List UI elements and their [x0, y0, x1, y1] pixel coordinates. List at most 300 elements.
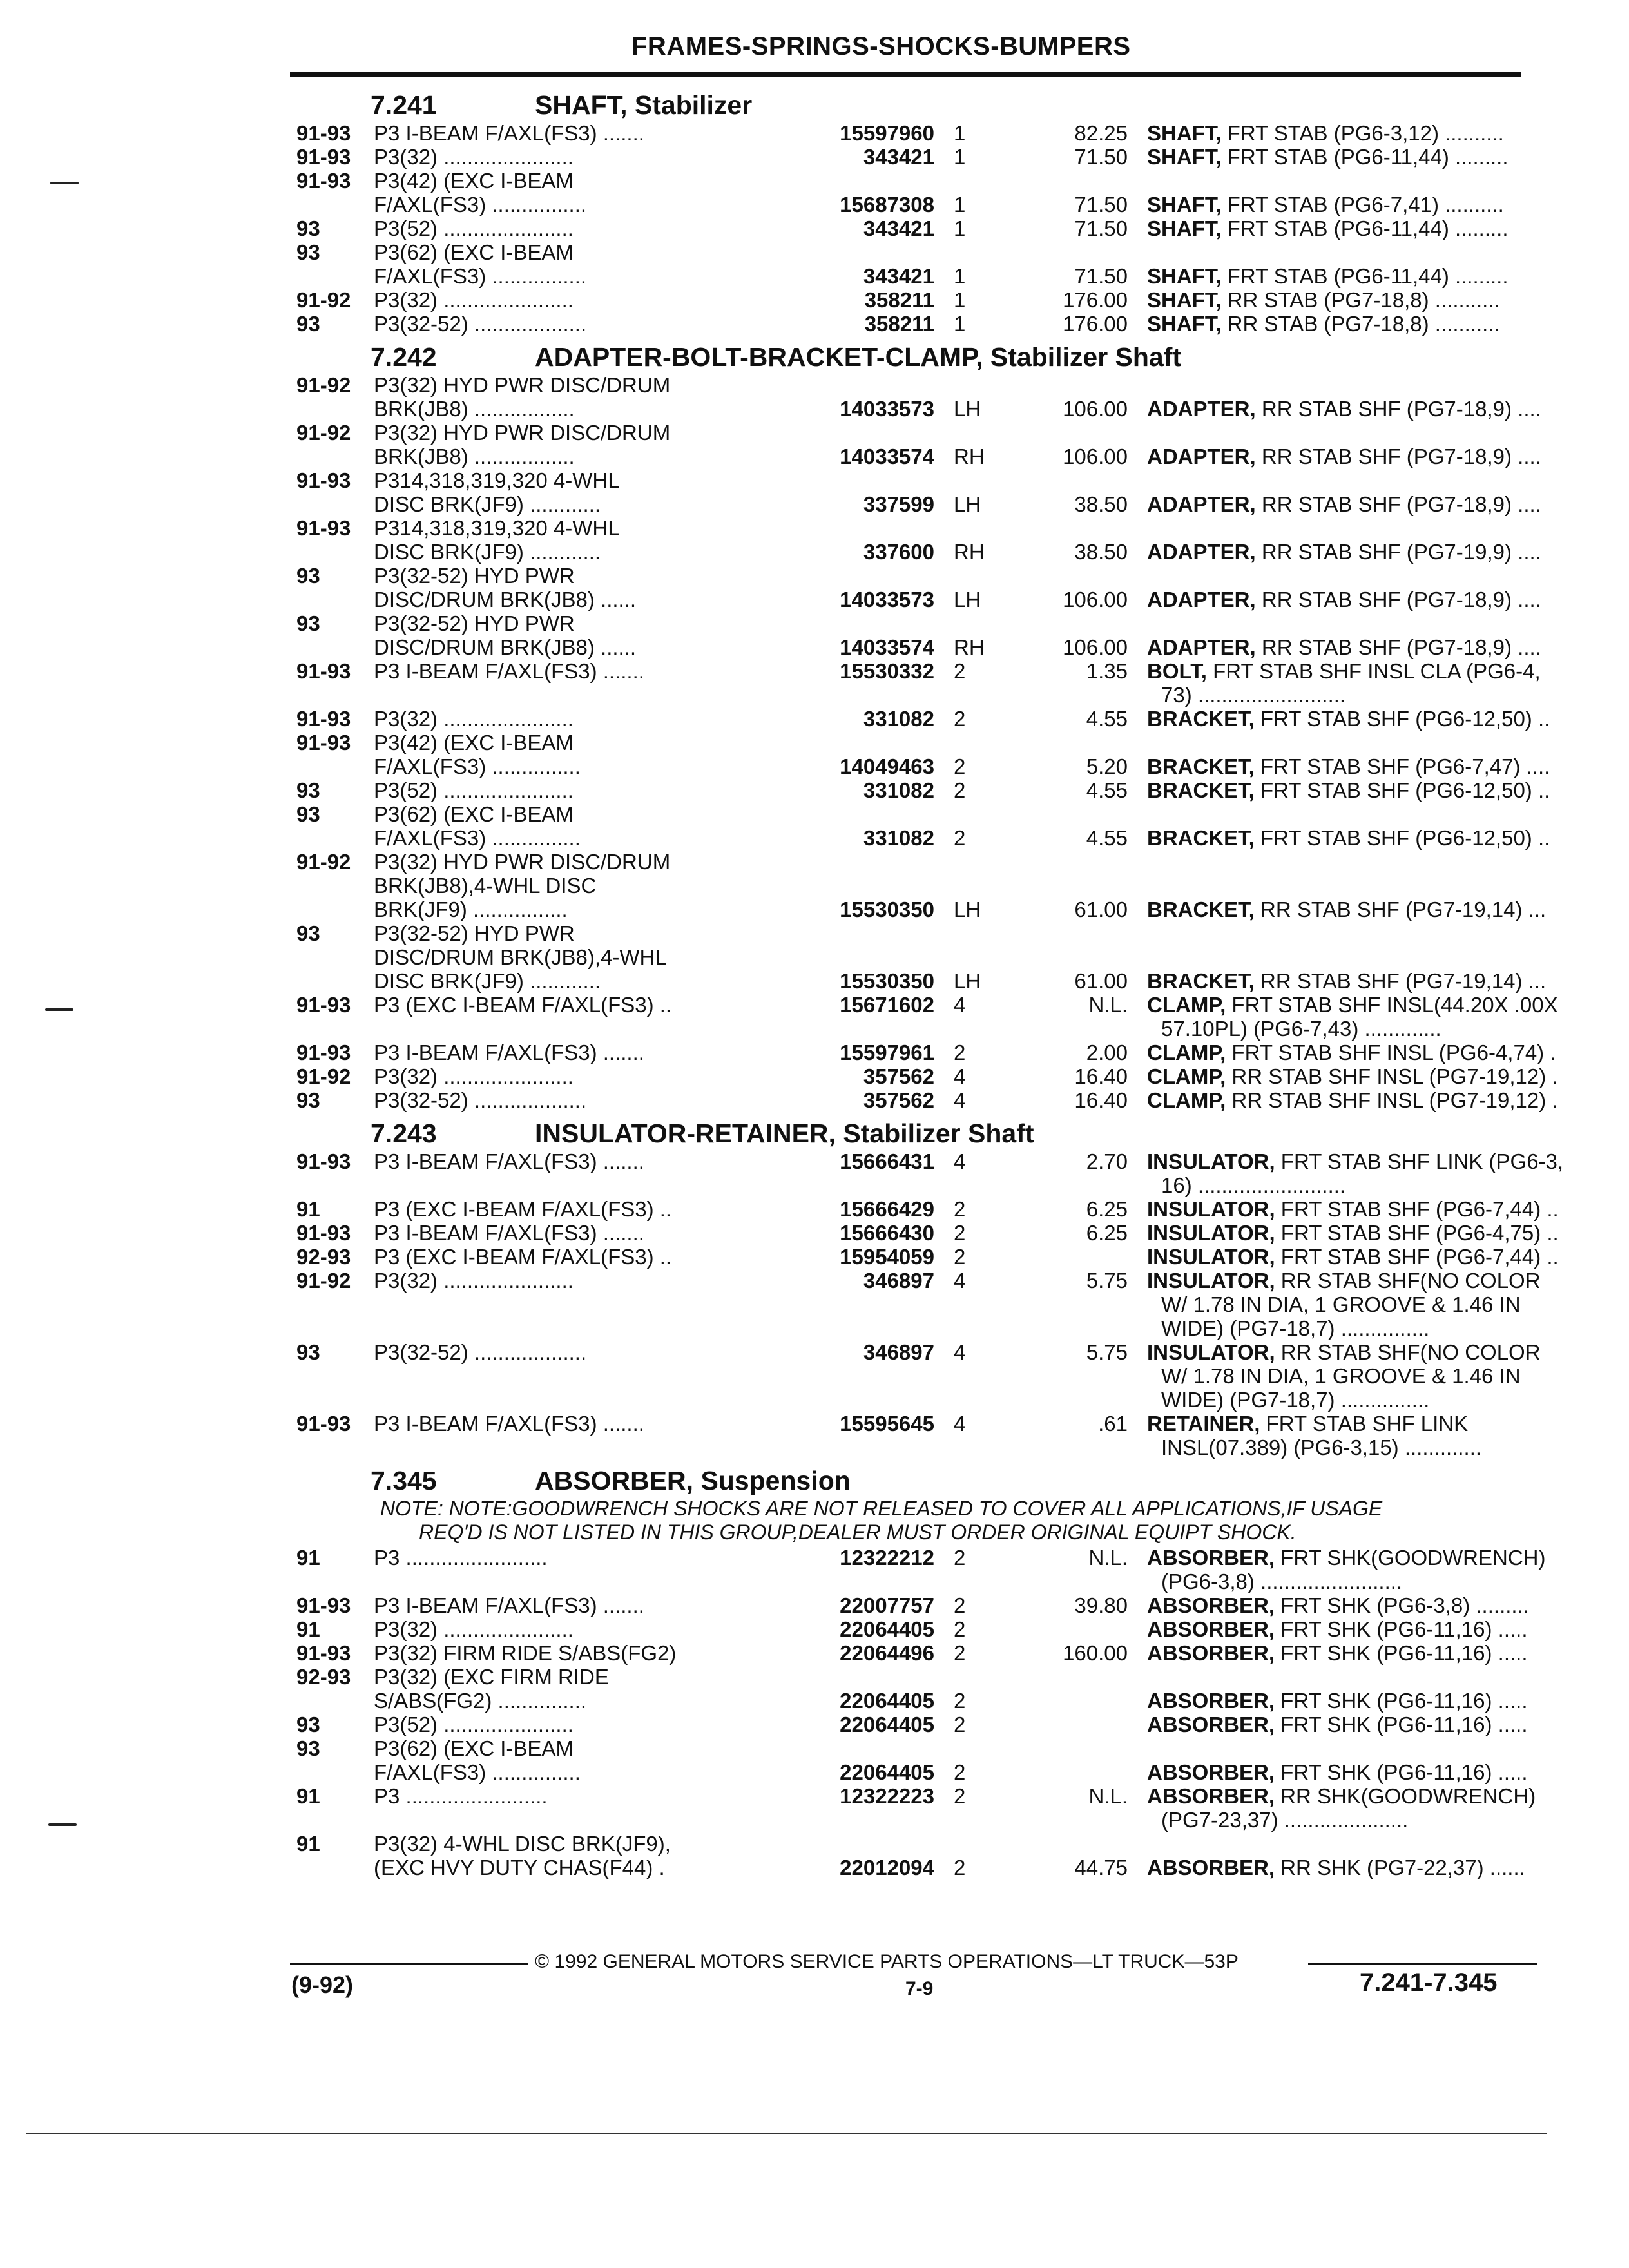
- description-keyword: BRACKET,: [1147, 778, 1255, 802]
- description-first-line: [1147, 588, 1541, 611]
- application-line: P3(32-52) ...................: [374, 312, 587, 336]
- part-number: 358211: [864, 312, 934, 336]
- description-keyword: ABSORBER,: [1147, 1546, 1275, 1570]
- description-line: 16) .........................: [1161, 1173, 1346, 1197]
- description-line: FRT STAB (PG6-11,44) .........: [1227, 264, 1509, 288]
- description-first-line: [1147, 1149, 1564, 1173]
- description-line: WIDE) (PG7-18,7) ...............: [1161, 1388, 1430, 1412]
- description-line: FRT STAB SHF (PG6-12,50) ..: [1260, 826, 1550, 850]
- description-keyword: BRACKET,: [1147, 969, 1255, 993]
- model-years: 91-93: [296, 1641, 351, 1665]
- part-number: 14033573: [840, 397, 934, 421]
- footer-copyright: © 1992 GENERAL MOTORS SERVICE PARTS OPERATIONS—LT TRUCK—53P: [535, 1951, 1239, 1972]
- model-years: 93: [296, 1340, 320, 1364]
- price: 4.55: [1086, 826, 1128, 850]
- price: 16.40: [1074, 1088, 1128, 1112]
- quantity: 1: [954, 312, 966, 336]
- price: 106.00: [1063, 445, 1128, 468]
- application: [374, 1149, 786, 1173]
- description-keyword: BRACKET,: [1147, 754, 1255, 778]
- application-line: P3 ........................: [374, 1784, 548, 1808]
- description-keyword: ADAPTER,: [1147, 397, 1256, 421]
- quantity: 1: [954, 288, 966, 312]
- price: 71.50: [1074, 145, 1128, 169]
- part-row: [290, 1617, 1527, 1641]
- description-line: FRT STAB SHF INSL CLA (PG6-4,: [1213, 659, 1541, 683]
- price: 61.00: [1074, 969, 1128, 993]
- application: [374, 1832, 786, 1879]
- description-keyword: SHAFT,: [1147, 264, 1222, 288]
- description: [1147, 1641, 1534, 1665]
- application-line: F/AXL(FS3) ...............: [374, 1760, 581, 1784]
- quantity: LH: [954, 492, 981, 516]
- part-number: 15595645: [840, 1412, 934, 1436]
- description-line: FRT STAB (PG6-3,12) ..........: [1227, 121, 1504, 145]
- footer-date: (9-92): [291, 1972, 354, 1998]
- description-keyword: INSULATOR,: [1147, 1221, 1275, 1245]
- part-row: [290, 1041, 1556, 1064]
- description-first-line: [1147, 826, 1550, 850]
- model-years: 91-92: [296, 850, 351, 874]
- description-keyword: SHAFT,: [1147, 145, 1222, 169]
- model-years: 91-92: [296, 421, 351, 445]
- application-line: F/AXL(FS3) ...............: [374, 826, 581, 850]
- description-line: WIDE) (PG7-18,7) ...............: [1161, 1316, 1430, 1340]
- page-number: 7-9: [905, 1978, 934, 1999]
- quantity: 1: [954, 193, 966, 216]
- description: [1147, 1713, 1534, 1736]
- application-line: BRK(JF9) ................: [374, 898, 568, 921]
- quantity: 1: [954, 216, 966, 240]
- application-line: (EXC HVY DUTY CHAS(F44) .: [374, 1856, 665, 1879]
- quantity: 4: [954, 1064, 966, 1088]
- price: N.L.: [1088, 1546, 1128, 1570]
- application: [374, 993, 786, 1017]
- application: [374, 802, 786, 850]
- application: [374, 312, 786, 336]
- model-years: 92-93: [296, 1245, 351, 1269]
- model-years: 91: [296, 1197, 320, 1221]
- description-keyword: BRACKET,: [1147, 826, 1255, 850]
- price: 5.75: [1086, 1340, 1128, 1364]
- description-line: RR SHK(GOODWRENCH): [1280, 1784, 1536, 1808]
- part-row: [290, 778, 1550, 802]
- description-line: FRT STAB (PG6-11,44) .........: [1227, 216, 1509, 240]
- model-years: 93: [296, 216, 320, 240]
- description: [1147, 445, 1541, 468]
- price: 4.55: [1086, 778, 1128, 802]
- footer-rule: [290, 1963, 528, 1965]
- application-line: P314,318,319,320 4-WHL: [374, 468, 620, 492]
- application: [374, 850, 786, 921]
- application-line: P3(42) (EXC I-BEAM: [374, 169, 574, 193]
- description-line: FRT STAB SHF (PG6-7,44) ..: [1280, 1197, 1559, 1221]
- application: [374, 1197, 786, 1221]
- description: [1147, 588, 1541, 611]
- description: [1147, 659, 1541, 707]
- description-line: W/ 1.78 IN DIA, 1 GROOVE & 1.46 IN: [1161, 1364, 1521, 1388]
- part-number: 22007757: [840, 1593, 934, 1617]
- quantity: 2: [954, 1041, 966, 1064]
- application-line: P3(32) ......................: [374, 288, 574, 312]
- application: [374, 1064, 786, 1088]
- description: [1147, 969, 1547, 993]
- part-row: [290, 468, 1541, 516]
- model-years: 91-93: [296, 1412, 351, 1436]
- section-range: 7.241-7.345: [1360, 1968, 1498, 1997]
- description-line: 73) .........................: [1161, 683, 1346, 707]
- application: [374, 1736, 786, 1784]
- section-title: [535, 1119, 1034, 1149]
- part-row: [290, 373, 1541, 421]
- description-line: FRT STAB SHF INSL (PG6-4,74) .: [1231, 1041, 1556, 1064]
- part-row: [290, 1340, 1541, 1412]
- part-row: [290, 659, 1541, 707]
- application-line: DISC/DRUM BRK(JB8),4-WHL: [374, 945, 667, 969]
- description: [1147, 312, 1534, 336]
- section-title-main: ADAPTER-BOLT-BRACKET-CLAMP,: [535, 342, 983, 372]
- note-line: REQ'D IS NOT LISTED IN THIS GROUP,DEALER MUST ORDER ORIGINAL EQUIPT SHOCK.: [419, 1521, 1296, 1544]
- model-years: 91-93: [296, 1149, 351, 1173]
- part-number: 15666430: [840, 1221, 934, 1245]
- part-number: 14033574: [840, 635, 934, 659]
- part-number: 357562: [863, 1064, 934, 1088]
- model-years: 91-93: [296, 707, 351, 731]
- description-line: FRT SHK(GOODWRENCH): [1280, 1546, 1546, 1570]
- model-years: 93: [296, 1736, 320, 1760]
- part-row: [290, 169, 1527, 216]
- application: [374, 216, 786, 240]
- description-keyword: ABSORBER,: [1147, 1593, 1275, 1617]
- part-number: 22064496: [840, 1641, 934, 1665]
- application: [374, 240, 786, 288]
- part-number: 346897: [863, 1269, 934, 1293]
- description-line: RR STAB SHF(NO COLOR: [1280, 1269, 1541, 1293]
- part-row: [290, 240, 1527, 288]
- description-first-line: [1147, 1856, 1534, 1879]
- description-first-line: [1147, 1064, 1558, 1088]
- price: 71.50: [1074, 193, 1128, 216]
- description: [1147, 540, 1541, 564]
- application-line: DISC BRK(JF9) ............: [374, 540, 601, 564]
- part-number: 22064405: [840, 1760, 934, 1784]
- description-first-line: [1147, 216, 1534, 240]
- section-title: [535, 90, 752, 120]
- part-number: 22064405: [840, 1689, 934, 1713]
- part-row: [290, 707, 1550, 731]
- description-line: INSL(07.389) (PG6-3,15) .............: [1161, 1436, 1482, 1459]
- part-number: 15671602: [840, 993, 934, 1017]
- part-number: 22064405: [840, 1713, 934, 1736]
- application: [374, 288, 786, 312]
- section-number: 7.242: [371, 342, 437, 372]
- price: 106.00: [1063, 635, 1128, 659]
- section-number: 7.241: [371, 90, 437, 120]
- application-line: P3(32-52) ...................: [374, 1340, 587, 1364]
- section-subtitle: Suspension: [700, 1466, 851, 1495]
- description-line: RR STAB SHF (PG7-18,9) ....: [1261, 635, 1541, 659]
- application-line: P3(62) (EXC I-BEAM: [374, 240, 574, 264]
- part-row: [290, 1641, 1527, 1665]
- price: 1.35: [1086, 659, 1128, 683]
- section-heading: [290, 1112, 1527, 1149]
- price: N.L.: [1088, 993, 1128, 1017]
- application-line: P3(32) HYD PWR DISC/DRUM: [374, 850, 671, 874]
- application: [374, 611, 786, 659]
- section-subtitle: Stabilizer: [634, 90, 753, 120]
- description: [1147, 1041, 1556, 1064]
- quantity: RH: [954, 635, 985, 659]
- description: [1147, 898, 1547, 921]
- part-row: [290, 1784, 1536, 1832]
- quantity: LH: [954, 969, 981, 993]
- section-note: [290, 1497, 1527, 1546]
- quantity: 2: [954, 1713, 966, 1736]
- application: [374, 1088, 786, 1112]
- description-keyword: SHAFT,: [1147, 121, 1222, 145]
- description-keyword: ADAPTER,: [1147, 445, 1256, 468]
- part-number: 15666429: [840, 1197, 934, 1221]
- description-first-line: [1147, 492, 1541, 516]
- model-years: 91-93: [296, 731, 351, 754]
- application-line: P3 I-BEAM F/AXL(FS3) .......: [374, 121, 644, 145]
- application: [374, 731, 786, 778]
- application: [374, 778, 786, 802]
- parts-list: [290, 84, 1564, 1879]
- description-keyword: ADAPTER,: [1147, 492, 1256, 516]
- application: [374, 1641, 786, 1665]
- part-row: [290, 421, 1541, 468]
- description-first-line: [1147, 754, 1550, 778]
- description-line: RR SHK (PG7-22,37) ......: [1280, 1856, 1525, 1879]
- description-first-line: [1147, 969, 1547, 993]
- model-years: 93: [296, 312, 320, 336]
- application: [374, 921, 786, 993]
- part-number: 15597961: [840, 1041, 934, 1064]
- description-keyword: BOLT,: [1147, 659, 1207, 683]
- quantity: 2: [954, 1856, 966, 1879]
- model-years: 91: [296, 1546, 320, 1570]
- description-first-line: [1147, 288, 1534, 312]
- section-number: 7.345: [371, 1466, 437, 1495]
- description-line: FRT STAB SHF INSL(44.20X .00X: [1231, 993, 1558, 1017]
- price: 106.00: [1063, 588, 1128, 611]
- description-first-line: [1147, 1041, 1556, 1064]
- model-years: 91-92: [296, 1269, 351, 1293]
- quantity: RH: [954, 540, 985, 564]
- description-line: (PG7-23,37) .....................: [1161, 1808, 1409, 1832]
- application-line: DISC/DRUM BRK(JB8) ......: [374, 635, 637, 659]
- model-years: 91: [296, 1784, 320, 1808]
- application-line: DISC/DRUM BRK(JB8) ......: [374, 588, 637, 611]
- description-line: RR STAB SHF INSL (PG7-19,12) .: [1231, 1088, 1558, 1112]
- application: [374, 1412, 786, 1436]
- model-years: 91-93: [296, 468, 351, 492]
- description-first-line: [1147, 1088, 1558, 1112]
- description: [1147, 145, 1534, 169]
- description: [1147, 397, 1541, 421]
- quantity: 2: [954, 1617, 966, 1641]
- description-first-line: [1147, 1269, 1541, 1293]
- description: [1147, 1088, 1558, 1112]
- section-heading: [290, 84, 1527, 121]
- quantity: 2: [954, 707, 966, 731]
- description: [1147, 1760, 1534, 1784]
- application-line: P3 I-BEAM F/AXL(FS3) .......: [374, 1041, 644, 1064]
- description-line: FRT SHK (PG6-11,16) .....: [1280, 1760, 1528, 1784]
- description-keyword: ABSORBER,: [1147, 1784, 1275, 1808]
- description-first-line: [1147, 1760, 1534, 1784]
- model-years: 91-93: [296, 993, 351, 1017]
- description-keyword: BRACKET,: [1147, 898, 1255, 921]
- price: 82.25: [1074, 121, 1128, 145]
- description-line: FRT STAB (PG6-7,41) ..........: [1227, 193, 1504, 216]
- application: [374, 707, 786, 731]
- part-row: [290, 1412, 1527, 1459]
- description-keyword: RETAINER,: [1147, 1412, 1260, 1436]
- description-first-line: [1147, 993, 1558, 1017]
- application-line: P3(32) 4-WHL DISC BRK(JF9),: [374, 1832, 671, 1856]
- description-line: RR STAB (PG7-18,8) ...........: [1227, 288, 1500, 312]
- application-line: P3(42) (EXC I-BEAM: [374, 731, 574, 754]
- page-title: FRAMES-SPRINGS-SHOCKS-BUMPERS: [631, 32, 1131, 61]
- price: 71.50: [1074, 216, 1128, 240]
- price: 38.50: [1074, 540, 1128, 564]
- description: [1147, 492, 1541, 516]
- description-first-line: [1147, 1689, 1534, 1713]
- part-row: [290, 1197, 1559, 1221]
- quantity: 4: [954, 1412, 966, 1436]
- description-keyword: INSULATOR,: [1147, 1269, 1275, 1293]
- application-line: P3(52) ......................: [374, 778, 574, 802]
- description: [1147, 1784, 1534, 1832]
- footer-rule: [1308, 1963, 1537, 1965]
- description-keyword: ADAPTER,: [1147, 635, 1256, 659]
- application-line: P3(32) ......................: [374, 1064, 574, 1088]
- part-row: [290, 1064, 1558, 1088]
- description-line: RR STAB SHF (PG7-18,9) ....: [1261, 397, 1541, 421]
- description-line: RR STAB SHF INSL (PG7-19,12) .: [1231, 1064, 1558, 1088]
- application-line: P3 I-BEAM F/AXL(FS3) .......: [374, 659, 644, 683]
- section-title: [535, 342, 1181, 372]
- application: [374, 659, 786, 683]
- application: [374, 1617, 786, 1641]
- part-number: 331082: [863, 778, 934, 802]
- price: 38.50: [1074, 492, 1128, 516]
- application-line: P3 ........................: [374, 1546, 548, 1570]
- application: [374, 169, 786, 216]
- part-row: [290, 850, 1547, 921]
- description-keyword: BRACKET,: [1147, 707, 1255, 731]
- model-years: 91-93: [296, 145, 351, 169]
- part-row: [290, 993, 1558, 1041]
- part-number: 22012094: [840, 1856, 934, 1879]
- description-first-line: [1147, 707, 1550, 731]
- application: [374, 121, 786, 145]
- application-line: P3 (EXC I-BEAM F/AXL(FS3) ..: [374, 1245, 672, 1269]
- description-keyword: INSULATOR,: [1147, 1149, 1275, 1173]
- description-line: FRT STAB SHF (PG6-7,44) ..: [1280, 1245, 1559, 1269]
- description: [1147, 707, 1550, 731]
- price: 39.80: [1074, 1593, 1128, 1617]
- model-years: 93: [296, 802, 320, 826]
- description-line: RR STAB SHF (PG7-19,14) ...: [1260, 898, 1547, 921]
- quantity: 2: [954, 826, 966, 850]
- description-first-line: [1147, 193, 1534, 216]
- section-title-main: INSULATOR-RETAINER,: [535, 1119, 836, 1148]
- quantity: 2: [954, 1221, 966, 1245]
- price: 71.50: [1074, 264, 1128, 288]
- description-line: FRT SHK (PG6-11,16) .....: [1280, 1617, 1528, 1641]
- quantity: 1: [954, 121, 966, 145]
- part-number: 15687308: [840, 193, 934, 216]
- description-line: FRT SHK (PG6-11,16) .....: [1280, 1713, 1528, 1736]
- price: 44.75: [1074, 1856, 1128, 1879]
- application: [374, 1221, 786, 1245]
- model-years: 91-92: [296, 288, 351, 312]
- application-line: P3 (EXC I-BEAM F/AXL(FS3) ..: [374, 1197, 672, 1221]
- part-number: 12322212: [840, 1546, 934, 1570]
- description-line: FRT SHK (PG6-3,8) .........: [1280, 1593, 1529, 1617]
- description-line: RR STAB SHF (PG7-18,9) ....: [1261, 445, 1541, 468]
- price: 4.55: [1086, 707, 1128, 731]
- price: 5.75: [1086, 1269, 1128, 1293]
- application-line: F/AXL(FS3) ................: [374, 193, 587, 216]
- description: [1147, 1340, 1541, 1412]
- application: [374, 1340, 786, 1364]
- part-number: 15954059: [840, 1245, 934, 1269]
- description: [1147, 1546, 1546, 1593]
- description-first-line: [1147, 1617, 1534, 1641]
- application: [374, 373, 786, 421]
- section-subtitle: Stabilizer Shaft: [843, 1119, 1034, 1148]
- part-number: 15530350: [840, 969, 934, 993]
- part-row: [290, 288, 1527, 312]
- application: [374, 145, 786, 169]
- description-first-line: [1147, 778, 1550, 802]
- part-number: 15530332: [840, 659, 934, 683]
- quantity: 2: [954, 1689, 966, 1713]
- description: [1147, 264, 1534, 288]
- application: [374, 1713, 786, 1736]
- application-line: DISC BRK(JF9) ............: [374, 969, 601, 993]
- part-row: [290, 1832, 1527, 1879]
- section-title-main: ABSORBER,: [535, 1466, 694, 1495]
- description-first-line: [1147, 445, 1541, 468]
- part-row: [290, 731, 1550, 778]
- description: [1147, 1197, 1559, 1221]
- description-line: (PG6-3,8) ........................: [1161, 1570, 1403, 1593]
- application: [374, 1245, 786, 1269]
- application: [374, 1546, 786, 1570]
- application-line: P3 I-BEAM F/AXL(FS3) .......: [374, 1221, 644, 1245]
- part-number: 331082: [863, 826, 934, 850]
- description-first-line: [1147, 659, 1541, 683]
- part-number: 343421: [863, 145, 934, 169]
- model-years: 93: [296, 778, 320, 802]
- description: [1147, 1269, 1541, 1340]
- part-number: 337599: [863, 492, 934, 516]
- description: [1147, 121, 1534, 145]
- description: [1147, 216, 1534, 240]
- price: 2.00: [1086, 1041, 1128, 1064]
- part-number: 14033574: [840, 445, 934, 468]
- part-row: [290, 611, 1541, 659]
- description: [1147, 193, 1534, 216]
- description-keyword: ABSORBER,: [1147, 1760, 1275, 1784]
- model-years: 91-92: [296, 1064, 351, 1088]
- description-first-line: [1147, 1221, 1559, 1245]
